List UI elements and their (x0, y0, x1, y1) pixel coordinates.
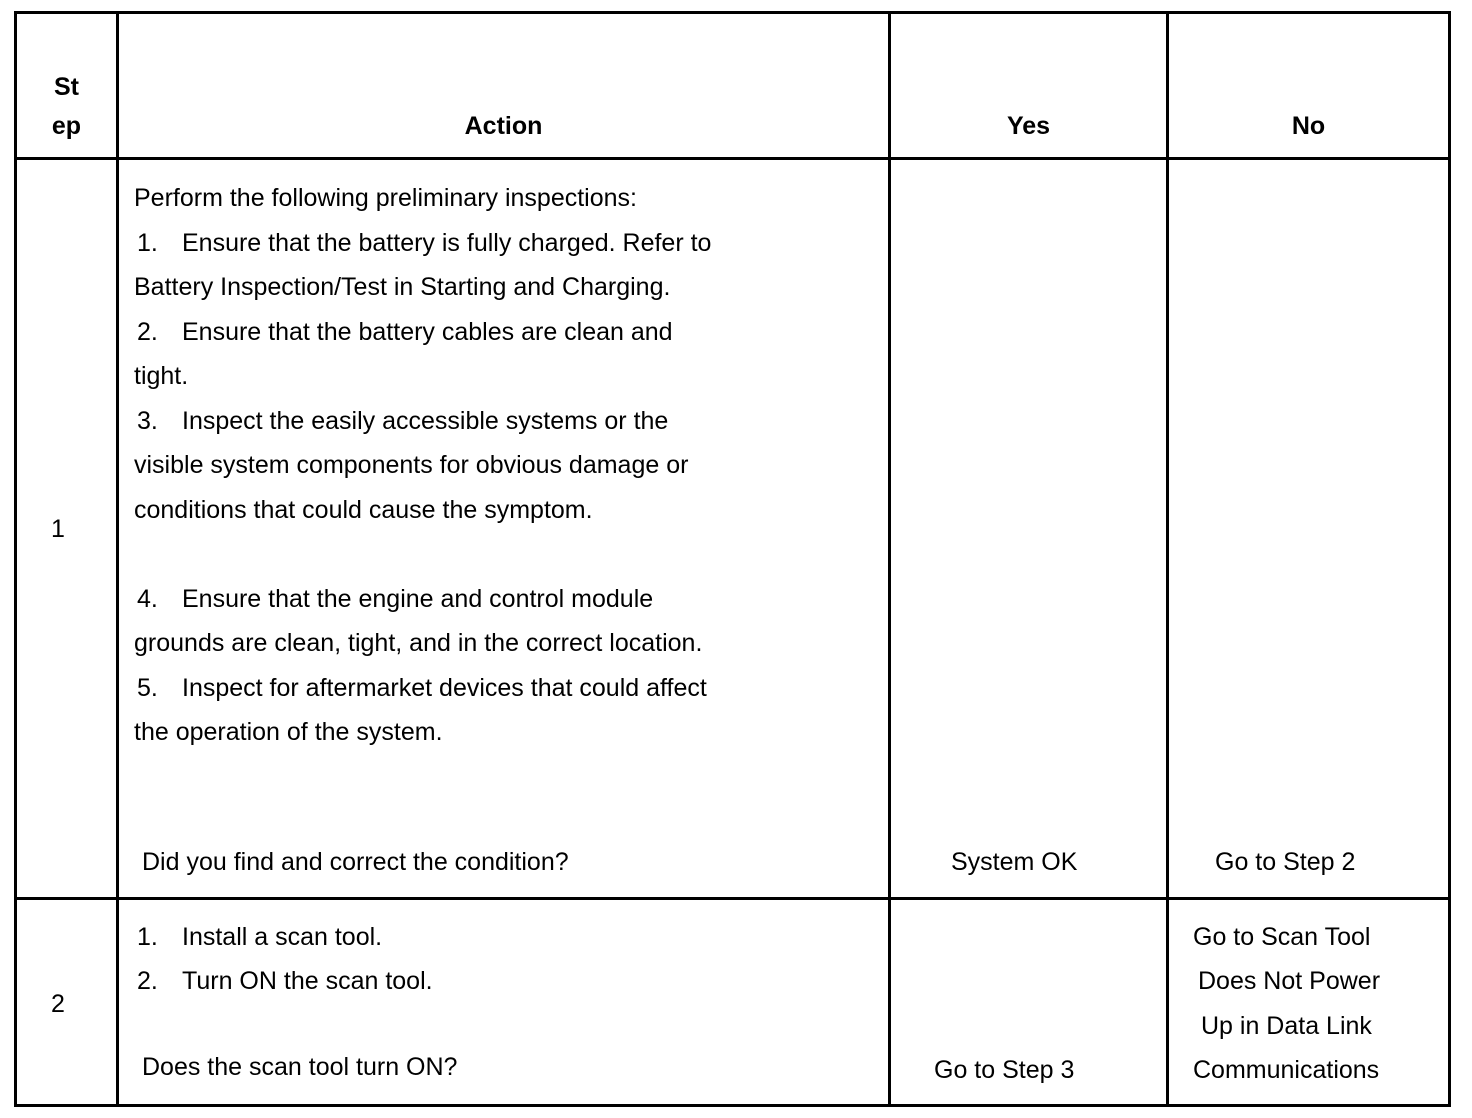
header-no: No (1291, 112, 1326, 140)
list-item-text: Install a scan tool. (182, 923, 383, 951)
list-item-text: Ensure that the engine and control module (182, 585, 654, 613)
no-result: Go to Step 2 (1215, 848, 1356, 876)
yes-result: Go to Step 3 (934, 1056, 1075, 1084)
action-intro: Perform the following preliminary inspections: (134, 184, 637, 212)
table-border-left (14, 11, 17, 1107)
header-step-line-1: St (54, 73, 79, 101)
list-item-text: tight. (134, 362, 189, 390)
table-border-top (14, 11, 1451, 14)
list-item-text: Ensure that the battery is fully charged. Refer to (182, 229, 712, 257)
no-result-line: Does Not Power (1198, 967, 1381, 995)
list-item-text: Inspect the easily accessible systems or the (182, 407, 669, 435)
column-divider-action (888, 11, 891, 1107)
list-item-number: 1. (137, 923, 158, 951)
list-item-number: 4. (137, 585, 158, 613)
header-divider (14, 157, 1451, 160)
row-divider (14, 897, 1451, 900)
step-number: 1 (51, 515, 65, 543)
no-result-line: Up in Data Link (1201, 1012, 1372, 1040)
list-item-text: Battery Inspection/Test in Starting and Charging. (134, 273, 671, 301)
list-item-number: 5. (137, 674, 158, 702)
list-item-text: grounds are clean, tight, and in the correct location. (134, 629, 703, 657)
list-item-text: the operation of the system. (134, 718, 443, 746)
yes-result: System OK (951, 848, 1078, 876)
action-question: Does the scan tool turn ON? (142, 1053, 458, 1081)
list-item-number: 2. (137, 967, 158, 995)
list-item-text: visible system components for obvious damage or (134, 451, 689, 479)
table-border-right (1448, 11, 1451, 1107)
list-item-text: Ensure that the battery cables are clean and (182, 318, 673, 346)
column-divider-step (116, 11, 119, 1107)
header-action: Action (464, 112, 543, 140)
column-divider-yes (1166, 11, 1169, 1107)
list-item-number: 2. (137, 318, 158, 346)
table-border-bottom (14, 1104, 1451, 1107)
step-number: 2 (51, 990, 65, 1018)
no-result-line: Communications (1193, 1056, 1380, 1084)
header-yes: Yes (1006, 112, 1051, 140)
list-item-number: 3. (137, 407, 158, 435)
list-item-text: Inspect for aftermarket devices that could affect (182, 674, 707, 702)
no-result-line: Go to Scan Tool (1193, 923, 1371, 951)
list-item-number: 1. (137, 229, 158, 257)
list-item-text: Turn ON the scan tool. (182, 967, 433, 995)
list-item-text: conditions that could cause the symptom. (134, 496, 593, 524)
action-question: Did you find and correct the condition? (142, 848, 569, 876)
header-step-line-2: ep (51, 112, 82, 140)
